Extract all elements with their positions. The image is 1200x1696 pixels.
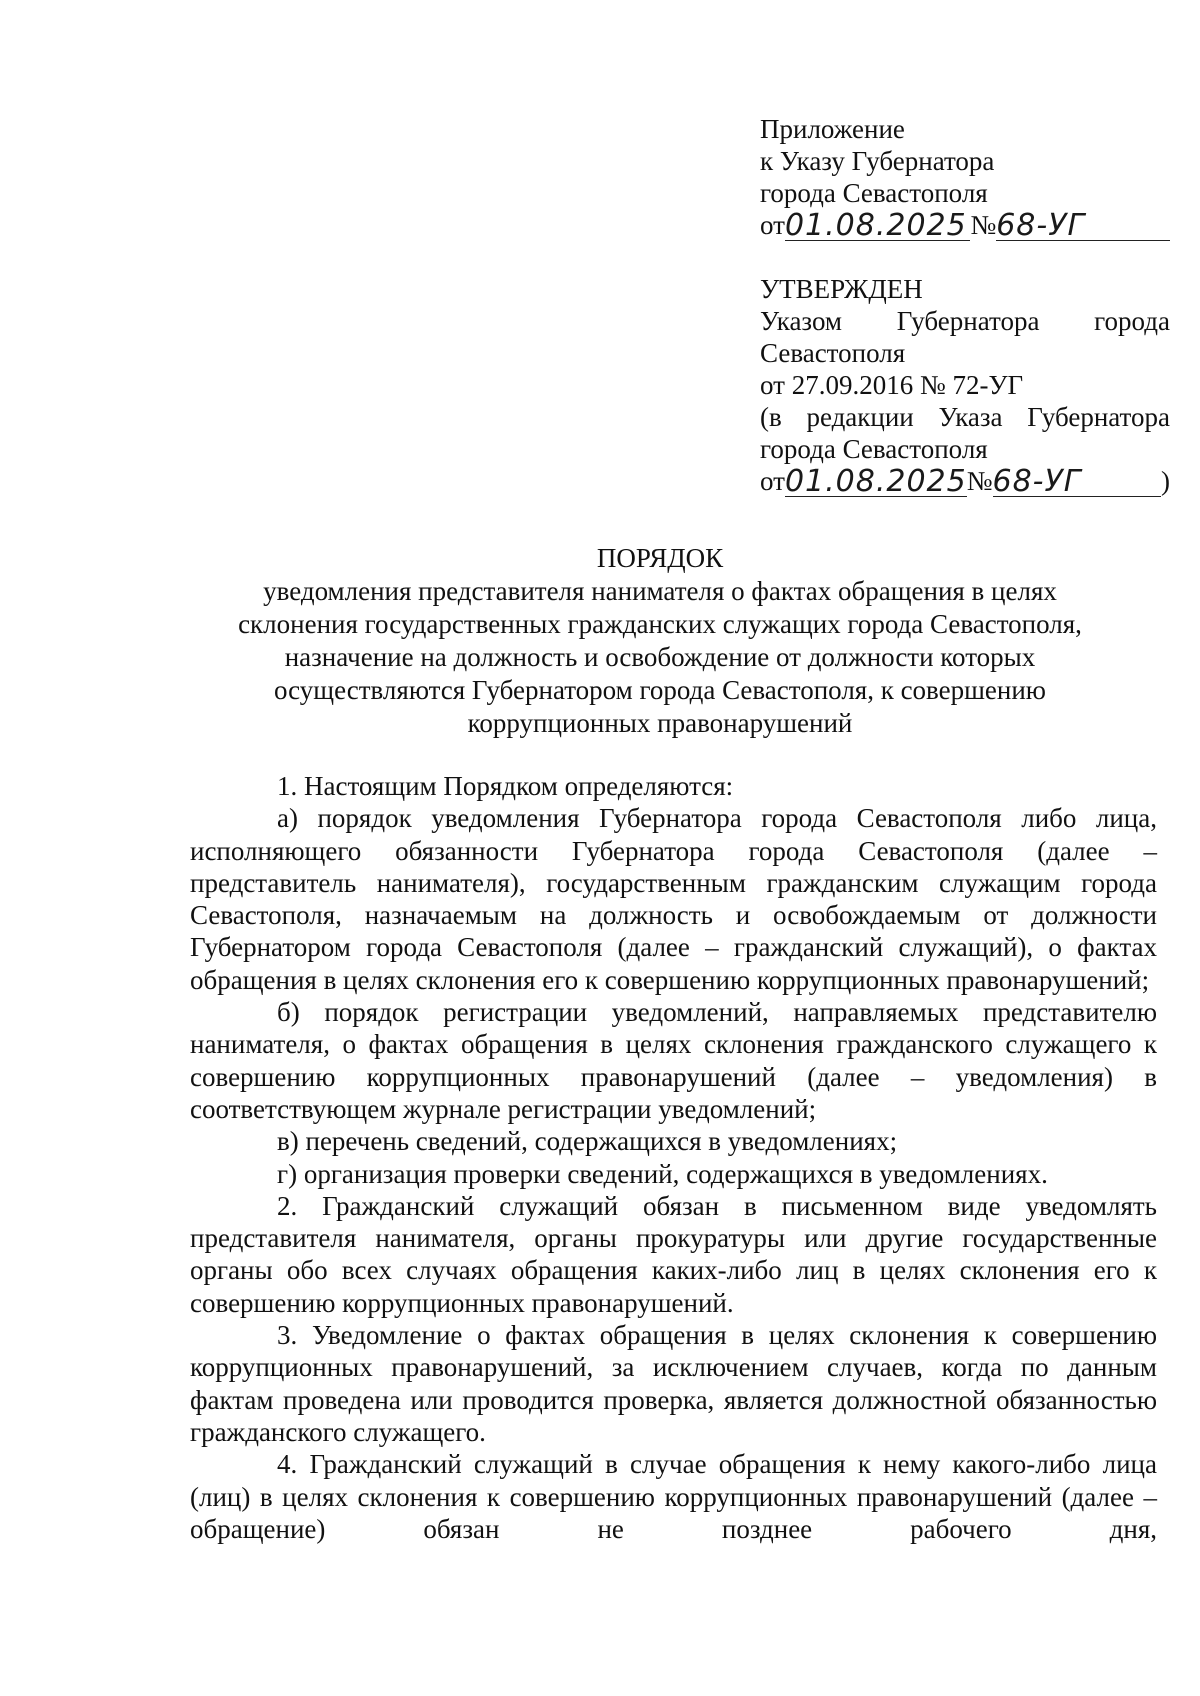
approved-word: редакции [806,402,914,432]
approved-line-2: Севастополя [760,338,906,368]
paragraph: 3. Уведомление о фактах обращения в целях склонения к совершению коррупционных правонарушений, за исключением случаев, когда по данным фактам проведена или проводится проверка, является должностной обязанностью гражданского служащего. [190,1320,1157,1447]
approved-word: Губернатора [896,306,1040,336]
title-line-1: уведомления представителя нанимателя о фактах обращения в целях [263,576,1057,606]
approved-word: Указом [760,306,843,336]
title-line-3: назначение на должность и освобождение от должности которых [284,642,1036,672]
approved-closing-paren: ) [1161,466,1170,496]
approved-line-4 [760,401,1170,433]
approved-line-1 [760,305,1170,337]
paragraph: б) порядок регистрации уведомлений, направляемых представителю нанимателя, о фактах обращения в целях склонения гражданского служащего к совершению коррупционных правонарушений (далее – уведомления) в соответствующем журнале регистрации уведомлений; [190,997,1157,1124]
paragraph: в) перечень сведений, содержащихся в уведомлениях; [277,1126,898,1157]
approved-line-3: от 27.09.2016 № 72-УГ [760,370,1024,400]
approved-number-prefix: № [966,466,993,496]
approved-date-handwritten: 01.08.2025 [784,464,967,499]
title-heading: ПОРЯДОК [596,543,724,573]
paragraph: 2. Гражданский служащий обязан в письменном виде уведомлять представителя нанимателя, органы прокуратуры или другие государственные органы обо всех случаях обращения каких-либо лиц в целях склонения его к совершению коррупционных правонарушений. [190,1190,1157,1318]
approved-word: города [1094,306,1170,336]
appendix-date-prefix: от [760,210,785,240]
document-body [190,770,1157,1545]
appendix-line-1: Приложение [760,114,905,144]
title-line-5: коррупционных правонарушений [467,708,853,738]
document-title [150,542,1170,740]
paragraph: 1. Настоящим Порядком определяются: [277,771,734,801]
approved-word: (в [760,402,782,432]
appendix-date-handwritten: 01.08.2025 [785,212,971,241]
approved-block [760,273,1170,497]
paragraph: 4. Гражданский служащий в случае обращения к нему какого-либо лица (лиц) в целях склонения к совершению коррупционных правонарушений (далее – обращение) обязан не позднее рабочего дня, [190,1449,1157,1544]
appendix-date-number [760,209,1170,241]
approved-number-handwritten: 68-УГ [993,468,1162,497]
appendix-number-handwritten: 68-УГ [996,212,1170,241]
approved-word: Указа [938,402,1003,432]
appendix-block [760,113,1170,241]
appendix-line-2: к Указу Губернатора [760,146,995,176]
title-line-4: осуществляются Губернатором города Севастополя, к совершению [274,675,1046,705]
appendix-line-3: города Севастополя [760,178,988,208]
approved-word: Губернатора [1027,402,1170,432]
approved-line-5: города Севастополя [760,434,988,464]
approved-date-number [760,465,1170,497]
approved-heading: УТВЕРЖДЕН [760,274,923,304]
paragraph: г) организация проверки сведений, содержащихся в уведомлениях. [277,1158,1048,1189]
paragraph: а) порядок уведомления Губернатора города Севастополя либо лица, исполняющего обязанности Губернатора города Севастополя (далее – представитель нанимателя), государственным гражданским служащим города Севастополя, назначаемым на должность и освобождаемым от должности Губернатором города Севастополя (далее – гражданский служащий), о фактах обращения в целях склонения его к совершению коррупционных правонарушений; [190,803,1157,995]
title-line-2: склонения государственных гражданских служащих города Севастополя, [238,609,1082,639]
appendix-number-prefix: № [970,210,997,240]
approved-date-prefix: от [760,466,785,496]
